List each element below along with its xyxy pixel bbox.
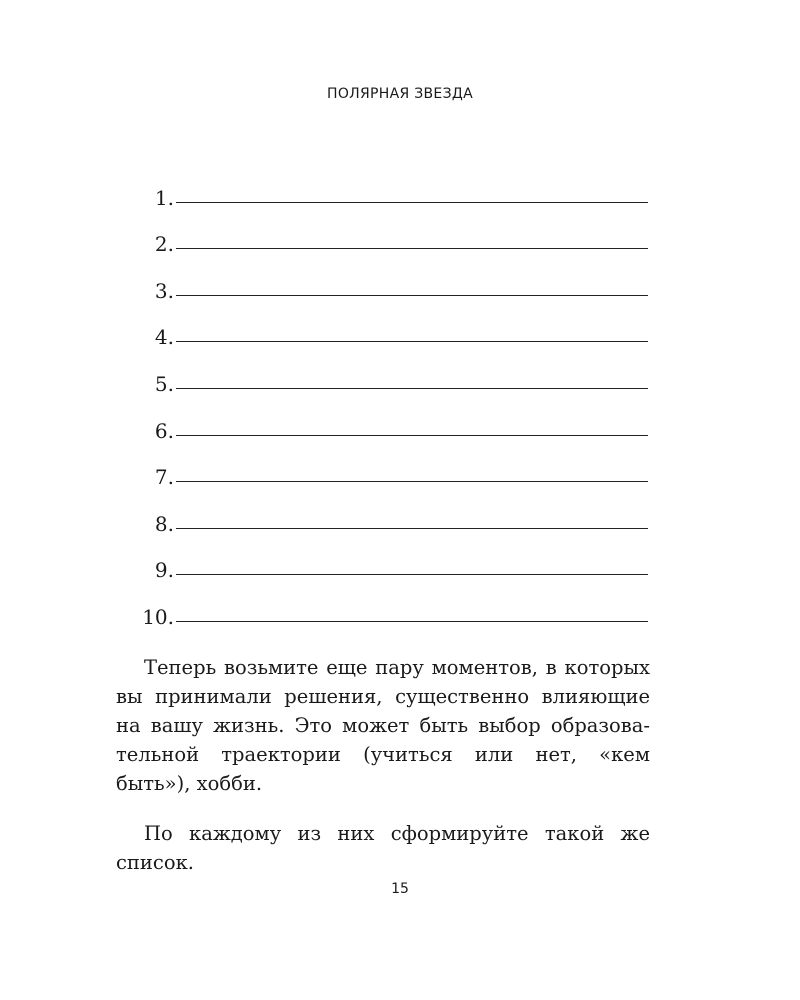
running-title: ПОЛЯРНАЯ ЗВЕЗДА (327, 86, 473, 102)
answer-blank-line (176, 275, 648, 296)
item-number: 4. (154, 325, 174, 350)
numbered-answer-list (136, 163, 648, 629)
item-number: 9. (154, 558, 174, 583)
instruction-paragraph: Теперь возьмите еще пару моментов, в которых вы принимали решения, существенно влияющие на вашу жизнь. Это может быть выбор образова-тельной траектории (учиться или нет, «кем быть»), хобби. (116, 656, 650, 795)
list-item (136, 163, 648, 210)
item-number: 2. (154, 232, 174, 257)
answer-blank-line (176, 321, 648, 342)
answer-blank-line (176, 601, 648, 622)
list-item (136, 210, 648, 257)
item-number: 6. (154, 418, 174, 443)
item-number: 5. (154, 371, 174, 396)
answer-blank-line (176, 368, 648, 389)
list-item (136, 582, 648, 629)
list-item (136, 536, 648, 583)
item-number: 1. (154, 185, 174, 210)
list-item (136, 443, 648, 490)
answer-blank-line (176, 461, 648, 482)
item-number: 3. (154, 278, 174, 303)
answer-blank-line (176, 508, 648, 529)
item-number: 8. (154, 511, 174, 536)
item-number: 7. (154, 465, 174, 490)
answer-blank-line (176, 554, 648, 575)
instruction-paragraph: По каждому из них сформируйте такой же список. (116, 822, 650, 874)
list-item (136, 396, 648, 443)
answer-blank-line (176, 228, 648, 249)
answer-blank-line (176, 182, 648, 203)
list-item (136, 349, 648, 396)
item-number: 10. (142, 604, 174, 629)
list-item (136, 256, 648, 303)
list-item (136, 303, 648, 350)
list-item (136, 489, 648, 536)
body-text (116, 653, 650, 877)
answer-blank-line (176, 415, 648, 436)
page-number: 15 (391, 881, 409, 897)
